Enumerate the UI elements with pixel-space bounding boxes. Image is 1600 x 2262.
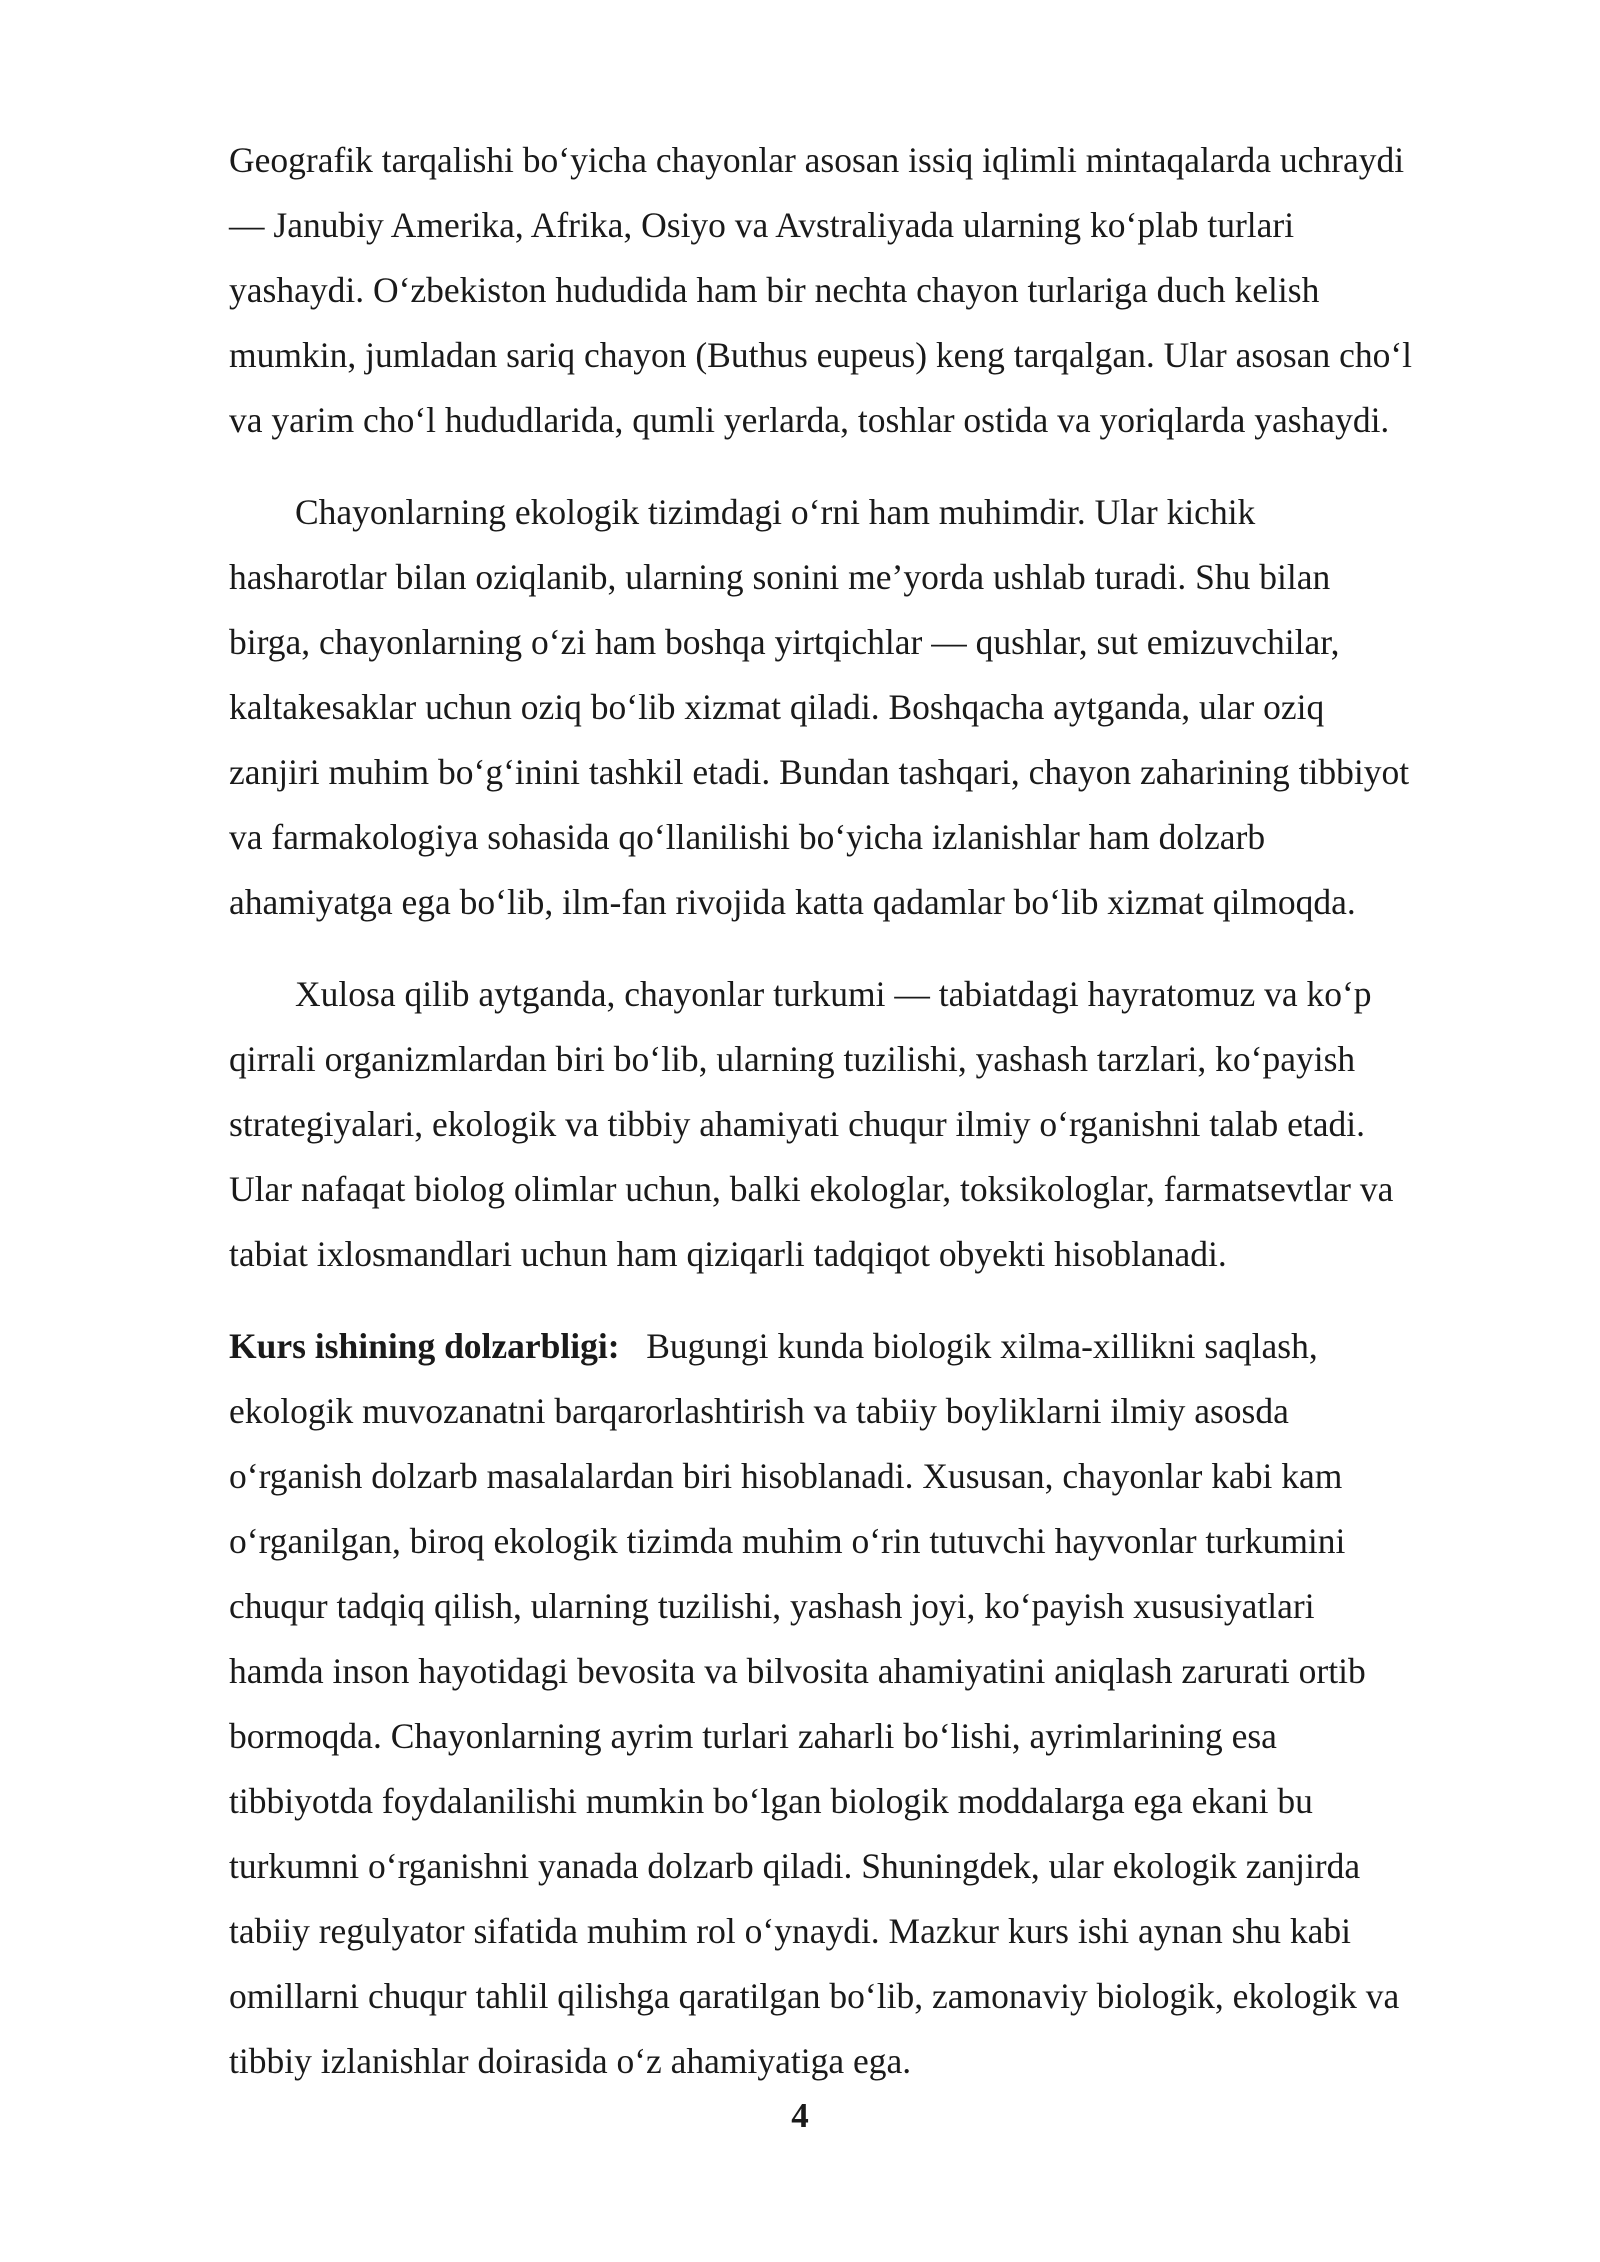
text-line: Ular nafaqat biolog olimlar uchun, balki ekologlar, toksikologlar, farmatsevtlar va	[229, 1169, 1394, 1209]
text-line: o‘rganish dolzarb masalalardan biri hisoblanadi. Xususan, chayonlar kabi kam	[229, 1456, 1343, 1496]
text-line: Chayonlarning ekologik tizimdagi o‘rni ham muhimdir. Ular kichik	[295, 492, 1256, 532]
text-line: tibbiy izlanishlar doirasida o‘z ahamiyatiga ega.	[229, 2041, 912, 2081]
text-line: va farmakologiya sohasida qo‘llanilishi bo‘yicha izlanishlar ham dolzarb	[229, 817, 1266, 857]
text-line: ahamiyatga ega bo‘lib, ilm-fan rivojida katta qadamlar bo‘lib xizmat qilmoqda.	[229, 882, 1356, 922]
text-line: mumkin, jumladan sariq chayon (Buthus eupeus) keng tarqalgan. Ular asosan cho‘l	[229, 335, 1413, 375]
paragraph-relevance	[229, 1314, 1494, 2094]
text-line: qirrali organizmlardan biri bo‘lib, ularning tuzilishi, yashash tarzlari, ko‘payish	[229, 1039, 1356, 1079]
text-line: tabiat ixlosmandlari uchun ham qiziqarli tadqiqot obyekti hisoblanadi.	[229, 1234, 1227, 1274]
text-line: strategiyalari, ekologik va tibbiy ahamiyati chuqur ilmiy o‘rganishni talab etadi.	[229, 1104, 1366, 1144]
text-line: ekologik muvozanatni barqarorlashtirish va tabiiy boyliklarni ilmiy asosda	[229, 1391, 1289, 1431]
text-line: hasharotlar bilan oziqlanib, ularning sonini me’yorda ushlab turadi. Shu bilan	[229, 557, 1331, 597]
paragraph-spacer	[229, 1287, 1494, 1314]
text-line: birga, chayonlarning o‘zi ham boshqa yirtqichlar — qushlar, sut emizuvchilar,	[229, 622, 1340, 662]
text-line: tabiiy regulyator sifatida muhim rol o‘ynaydi. Mazkur kurs ishi aynan shu kabi	[229, 1911, 1351, 1951]
paragraph-conclusion	[229, 962, 1494, 1287]
text-line: omillarni chuqur tahlil qilishga qaratilgan bo‘lib, zamonaviy biologik, ekologik va	[229, 1976, 1400, 2016]
text-line: Geografik tarqalishi bo‘yicha chayonlar asosan issiq iqlimli mintaqalarda uchraydi	[229, 140, 1405, 180]
heading-line-text: Bugungi kunda biologik xilma-xillikni saqlash,	[646, 1326, 1318, 1366]
text-line: tibbiyotda foydalanilishi mumkin bo‘lgan biologik moddalarga ega ekani bu	[229, 1781, 1313, 1821]
section-heading: Kurs ishining dolzarbligi:	[229, 1326, 620, 1366]
text-line: yashaydi. O‘zbekiston hududida ham bir nechta chayon turlariga duch kelish	[229, 270, 1320, 310]
text-line: hamda inson hayotidagi bevosita va bilvosita ahamiyatini aniqlash zarurati ortib	[229, 1651, 1366, 1691]
paragraph-ecological-role	[229, 480, 1494, 935]
paragraph-spacer	[229, 935, 1494, 962]
text-line: — Janubiy Amerika, Afrika, Osiyo va Avstraliyada ularning ko‘plab turlari	[229, 205, 1295, 245]
text-line: kaltakesaklar uchun oziq bo‘lib xizmat qiladi. Boshqacha aytganda, ular oziq	[229, 687, 1325, 727]
text-line: va yarim cho‘l hududlarida, qumli yerlarda, toshlar ostida va yoriqlarda yashaydi.	[229, 400, 1390, 440]
paragraph-geographic-distribution	[229, 128, 1494, 453]
paragraph-spacer	[229, 453, 1494, 480]
text-line: bormoqda. Chayonlarning ayrim turlari zaharli bo‘lishi, ayrimlarining esa	[229, 1716, 1277, 1756]
text-line: o‘rganilgan, biroq ekologik tizimda muhim o‘rin tutuvchi hayvonlar turkumini	[229, 1521, 1346, 1561]
text-line	[229, 1314, 1494, 1379]
text-line: Xulosa qilib aytganda, chayonlar turkumi — tabiatdagi hayratomuz va ko‘p	[295, 974, 1372, 1014]
text-line: turkumni o‘rganishni yanada dolzarb qiladi. Shuningdek, ular ekologik zanjirda	[229, 1846, 1361, 1886]
page-number: 4	[791, 2096, 809, 2135]
document-page	[229, 128, 1494, 2094]
text-line: chuqur tadqiq qilish, ularning tuzilishi, yashash joyi, ko‘payish xususiyatlari	[229, 1586, 1315, 1626]
text-line: zanjiri muhim bo‘g‘inini tashkil etadi. Bundan tashqari, chayon zaharining tibbiyot	[229, 752, 1410, 792]
